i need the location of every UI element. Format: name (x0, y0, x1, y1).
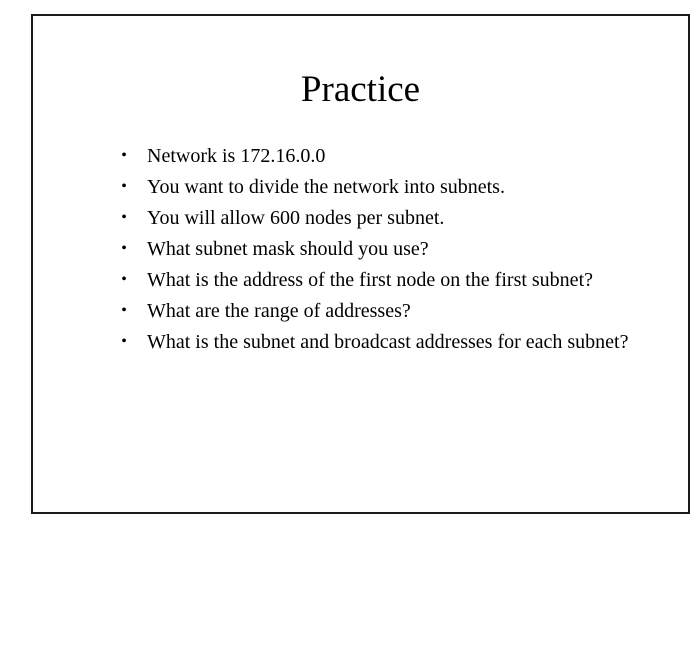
bullet-item (118, 298, 658, 324)
bullet-item (118, 143, 658, 169)
bullet-text: You want to divide the network into subnets. (147, 176, 505, 198)
bullet-text: You will allow 600 nodes per subnet. (147, 207, 445, 229)
bullet-text: What subnet mask should you use? (147, 238, 429, 260)
bullet-text: What are the range of addresses? (147, 300, 411, 322)
bullet-icon: • (121, 333, 127, 350)
bullet-item (118, 205, 658, 231)
bullet-icon: • (121, 178, 127, 195)
bullet-icon: • (121, 271, 127, 288)
bullet-text: What is the address of the first node on the first subnet? (147, 269, 593, 291)
bullet-text: What is the subnet and broadcast addresses for each subnet? (147, 331, 629, 353)
slide-title: Practice (300, 69, 421, 110)
bullet-item (118, 267, 658, 293)
bullet-icon: • (121, 147, 127, 164)
bullet-item (118, 329, 658, 355)
bullet-icon: • (121, 209, 127, 226)
bullet-item (118, 174, 658, 200)
bullet-list (118, 143, 658, 360)
slide-frame (31, 14, 690, 514)
bullet-text: Network is 172.16.0.0 (147, 145, 326, 167)
bullet-item (118, 236, 658, 262)
bullet-icon: • (121, 240, 127, 257)
bullet-icon: • (121, 302, 127, 319)
